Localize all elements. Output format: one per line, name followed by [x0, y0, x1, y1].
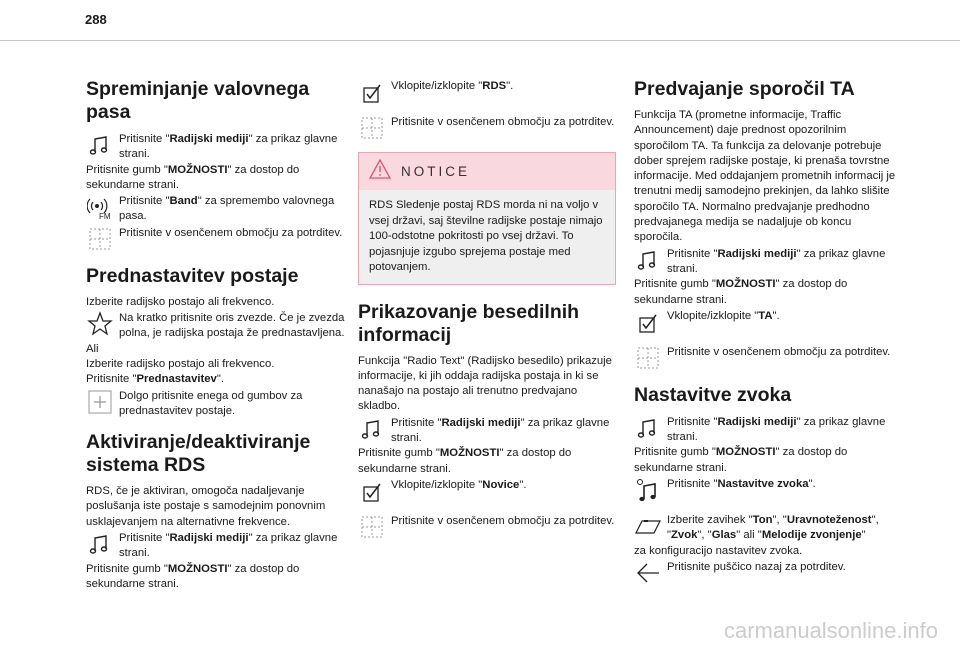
column-3 [634, 78, 896, 587]
step-band [86, 193, 348, 225]
checkbox-icon [358, 477, 386, 505]
shaded-area-icon [634, 344, 662, 372]
notice-text: RDS Sledenje postaj RDS morda ni na voljo v vsej državi, saj številne radijske postaje nimajo 100-odstotne pokritosti po vsej državi. To pojasnjuje izgubo sprejema postaje med potovanjem. [359, 190, 615, 284]
section-title-ta: Predvajanje sporočil TA [634, 78, 855, 100]
step-long-press [86, 388, 348, 420]
notice-box [358, 152, 616, 285]
step-text: Pritisnite puščico nazaj za potrditev. [667, 560, 846, 573]
paragraph: Funkcija TA (prometne informacije, Traffic Announcement) daje prednost opozorilnim sporočilom TA. Ta funkcija za delovanje potrebuje dober sprejem radijske postaje, ki prenaša tovrstne informacije. Med oddajanjem prometnih informacij je trenutni medij samodejno prekinjen, da lahko slišite sporočilo TA. Normalno predvajanje predhodno predvajanega medija se nadaljuje ob koncu sporočila. [634, 109, 896, 244]
paragraph: Pritisnite gumb "MOŽNOSTI" za dostop do sekundarne strani. [634, 278, 848, 306]
warning-triangle-icon [369, 159, 391, 184]
step-radio-media [358, 415, 616, 447]
music-note-icon [358, 415, 386, 443]
step-ta-toggle [634, 308, 896, 336]
paragraph: RDS, če je aktiviran, omogoča nadaljevanje poslušanja iste postaje s samodejnim ponovnim usklajevanjem na alternativne frekvence. [86, 485, 326, 528]
section-title-preset: Prednastavitev postaje [86, 264, 299, 287]
svg-text:FM: FM [99, 212, 111, 221]
watermark: carmanualsonline.info [723, 618, 938, 643]
star-icon [86, 310, 114, 338]
notice-header [359, 153, 615, 190]
step-back [634, 559, 896, 587]
step-text: Pritisnite v osenčenem območju za potrditev. [119, 226, 343, 239]
add-preset-icon [86, 388, 114, 416]
paragraph: za konfiguracijo nastavitev zvoka. [634, 544, 803, 557]
paragraph: Izberite radijsko postajo ali frekvenco. [86, 295, 275, 308]
paragraph: Ali [86, 342, 99, 355]
header-divider [0, 40, 960, 41]
paragraph: Pritisnite gumb "MOŽNOSTI" za dostop do sekundarne strani. [86, 163, 300, 191]
step-text: Pritisnite "Radijski mediji" za prikaz glavne strani. [119, 532, 338, 560]
step-text: Pritisnite v osenčenem območju za potrditev. [667, 345, 891, 358]
step-confirm [86, 225, 348, 253]
shaded-area-icon [358, 114, 386, 142]
step-confirm [358, 114, 616, 142]
step-text: Vklopite/izklopite "RDS". [391, 80, 514, 92]
step-text: Pritisnite "Radijski mediji" za prikaz glavne strani. [391, 416, 610, 444]
music-note-icon [86, 530, 114, 558]
step-confirm [358, 513, 616, 541]
step-radio-media [634, 414, 896, 446]
step-radio-media [634, 246, 896, 278]
step-text: Pritisnite "Radijski mediji" za prikaz glavne strani. [119, 133, 338, 161]
shaded-area-icon [86, 225, 114, 253]
step-sound-settings [634, 476, 896, 504]
music-note-icon [634, 414, 662, 442]
paragraph: Pritisnite gumb "MOŽNOSTI" za dostop do sekundarne strani. [86, 562, 300, 590]
step-text: Pritisnite v osenčenem območju za potrditev. [391, 116, 615, 128]
paragraph: Pritisnite "Prednastavitev". [86, 373, 224, 386]
page-number: 288 [85, 12, 107, 27]
sound-settings-icon [634, 476, 662, 504]
music-note-icon [86, 131, 114, 159]
shaded-area-icon [358, 513, 386, 541]
back-arrow-icon [634, 559, 662, 587]
paragraph: Funkcija "Radio Text" (Radijsko besedilo) prikazuje informacije, ki jih oddaja radijska postaja in ki se nanašajo na postajo ali trenutno predvajano skladbo. [358, 354, 612, 413]
section-title-waveband: Spreminjanje valovnega pasa [86, 78, 310, 123]
step-text: Vklopite/izklopite "Novice". [391, 478, 527, 491]
step-text: Pritisnite "Nastavitve zvoka". [667, 478, 816, 491]
column-1 [86, 78, 348, 592]
step-text: Pritisnite v osenčenem območju za potrditev. [391, 514, 615, 527]
step-text: Pritisnite "Radijski mediji" za prikaz glavne strani. [667, 415, 886, 444]
paragraph: Pritisnite gumb "MOŽNOSTI" za dostop do sekundarne strani. [358, 447, 572, 475]
checkbox-icon [358, 78, 386, 106]
fm-radio-icon [86, 193, 114, 221]
notice-title: NOTICE [401, 164, 471, 179]
checkbox-icon [634, 308, 662, 336]
section-title-text-info: Prikazovanje besedilnih informacij [358, 300, 580, 346]
step-text: Pritisnite "Radijski mediji" za prikaz glavne strani. [667, 247, 886, 275]
step-radio-media [86, 530, 348, 562]
step-star [86, 310, 348, 342]
step-select-tab [634, 512, 896, 544]
step-text: Vklopite/izklopite "TA". [667, 309, 780, 322]
step-text: Izberite zavihek "Ton", "Uravnoteženost", "Zvok", "Glas" ali "Melodije zvonjenje" [667, 514, 879, 542]
step-radio-media [86, 131, 348, 163]
step-news-toggle [358, 477, 616, 505]
music-note-icon [634, 246, 662, 274]
paragraph: Pritisnite gumb "MOŽNOSTI" za dostop do sekundarne strani. [634, 446, 848, 474]
paragraph: Izberite radijsko postajo ali frekvenco. [86, 357, 275, 370]
column-2 [358, 78, 616, 541]
step-rds-toggle [358, 78, 616, 106]
tab-icon [634, 512, 662, 540]
step-text: Dolgo pritisnite enega od gumbov za prednastavitev postaje. [119, 389, 303, 417]
section-title-sound: Nastavitve zvoka [634, 383, 792, 406]
section-title-rds: Aktiviranje/deaktiviranje sistema RDS [86, 431, 311, 477]
step-text: Pritisnite "Band" za spremembo valovnega pasa. [119, 195, 335, 223]
step-text: Na kratko pritisnite oris zvezde. Če je zvezda polna, je radijska postaja že prednastavljena. [119, 312, 345, 340]
step-confirm [634, 344, 896, 372]
